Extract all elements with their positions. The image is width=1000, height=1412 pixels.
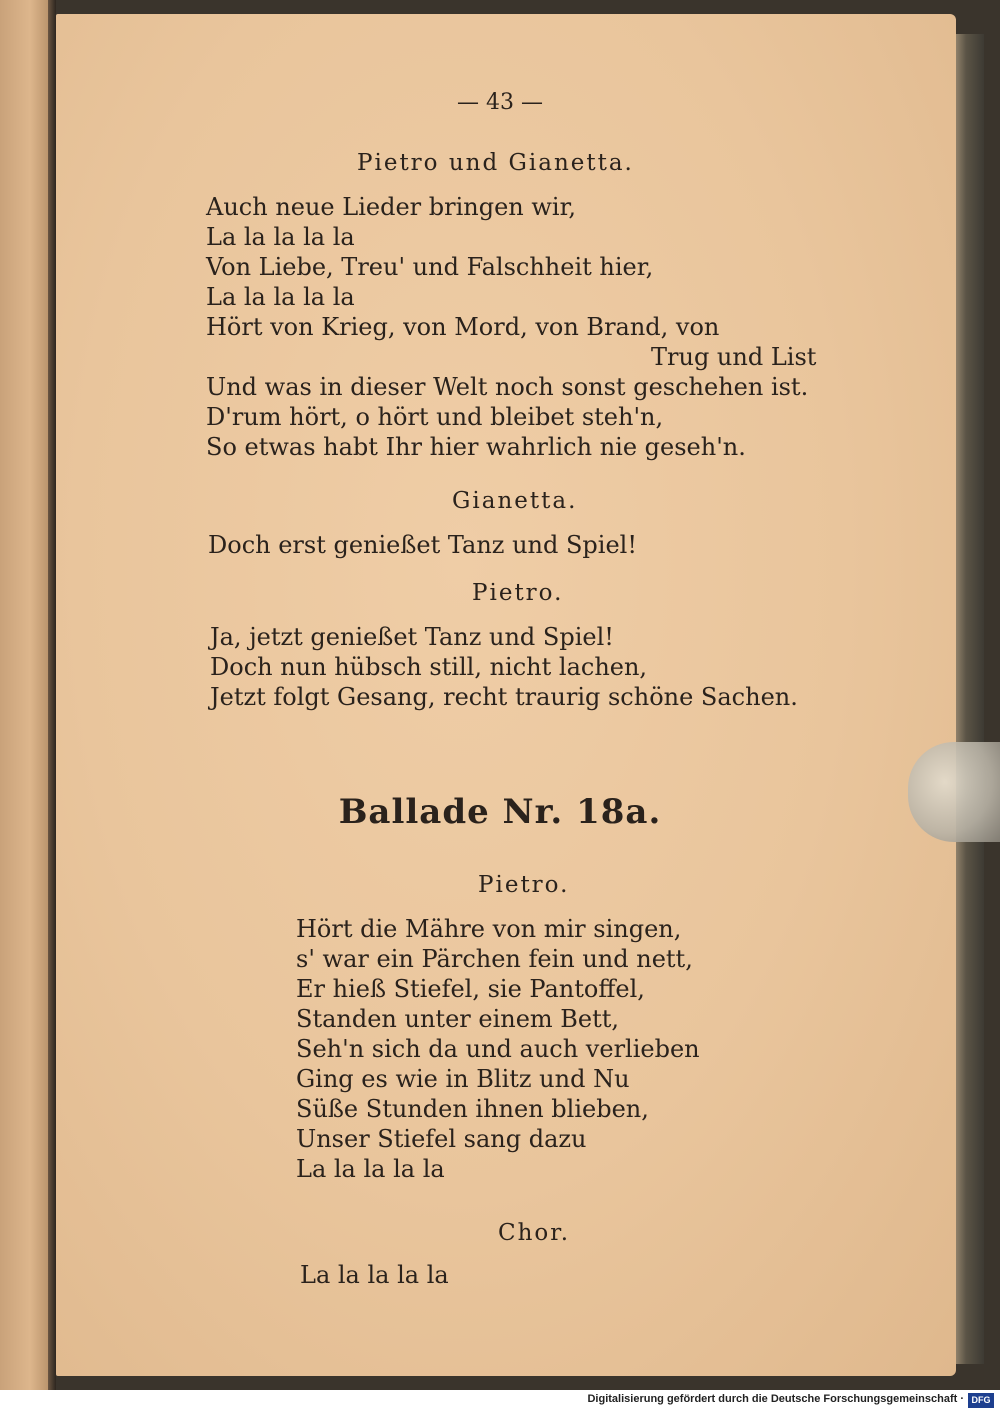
- heading-pietro-ballad: Pietro.: [478, 872, 570, 898]
- verse-line: Süße Stunden ihnen blieben,: [296, 1095, 649, 1123]
- verse-line: Ging es wie in Blitz und Nu: [296, 1065, 630, 1093]
- verse-line: Hört von Krieg, von Mord, von Brand, von: [206, 313, 720, 341]
- verse-line: Jetzt folgt Gesang, recht traurig schöne Sachen.: [210, 683, 798, 711]
- verse-block-4: [296, 914, 700, 1184]
- verse-line: La la la la la: [206, 283, 355, 311]
- dfg-logo-icon: DFG: [968, 1393, 994, 1408]
- page-number: — 43 —: [457, 90, 543, 115]
- heading-gianetta: Gianetta.: [452, 488, 578, 514]
- verse-block-1: [206, 192, 816, 462]
- verse-line: So etwas habt Ihr hier wahrlich nie geseh'n.: [206, 433, 746, 461]
- verse-line: Seh'n sich da und auch verlieben: [296, 1035, 700, 1063]
- verse-line: Doch erst genießet Tanz und Spiel!: [208, 531, 637, 559]
- verse-line: Doch nun hübsch still, nicht lachen,: [210, 653, 648, 681]
- verse-line: Von Liebe, Treu' und Falschheit hier,: [206, 253, 654, 281]
- verse-line: Hört die Mähre von mir singen,: [296, 915, 682, 943]
- verse-line: Er hieß Stiefel, sie Pantoffel,: [296, 975, 645, 1003]
- verse-block-2: [208, 530, 637, 560]
- heading-chor: Chor.: [498, 1220, 571, 1246]
- verse-line: Auch neue Lieder bringen wir,: [206, 193, 577, 221]
- verse-line: s' war ein Pärchen fein und nett,: [296, 945, 693, 973]
- verse-line: La la la la la: [300, 1261, 449, 1289]
- heading-pietro: Pietro.: [472, 580, 564, 606]
- verse-line: Standen unter einem Bett,: [296, 1005, 620, 1033]
- heading-pietro-und-gianetta: Pietro und Gianetta.: [357, 150, 634, 176]
- ballad-title: Ballade Nr. 18a.: [338, 792, 662, 832]
- verse-line: D'rum hört, o hört und bleibet steh'n,: [206, 403, 664, 431]
- verse-line: Ja, jetzt genießet Tanz und Spiel!: [210, 623, 614, 651]
- verse-line: Und was in dieser Welt noch sonst geschehen ist.: [206, 373, 809, 401]
- funding-credit: Digitalisierung gefördert durch die Deutsche Forschungsgemeinschaft ·: [587, 1393, 964, 1405]
- verse-line: La la la la la: [296, 1155, 445, 1183]
- previous-page-edge: [0, 0, 50, 1390]
- verse-line: Trug und List: [651, 343, 817, 371]
- page-stack-edge: [954, 34, 984, 1364]
- verse-block-5: [300, 1260, 449, 1290]
- book-gutter: [48, 0, 56, 1390]
- verse-line: Unser Stiefel sang dazu: [296, 1125, 587, 1153]
- verse-line: La la la la la: [206, 223, 355, 251]
- verse-block-3: [210, 622, 798, 712]
- digitization-footer: [0, 1390, 1000, 1412]
